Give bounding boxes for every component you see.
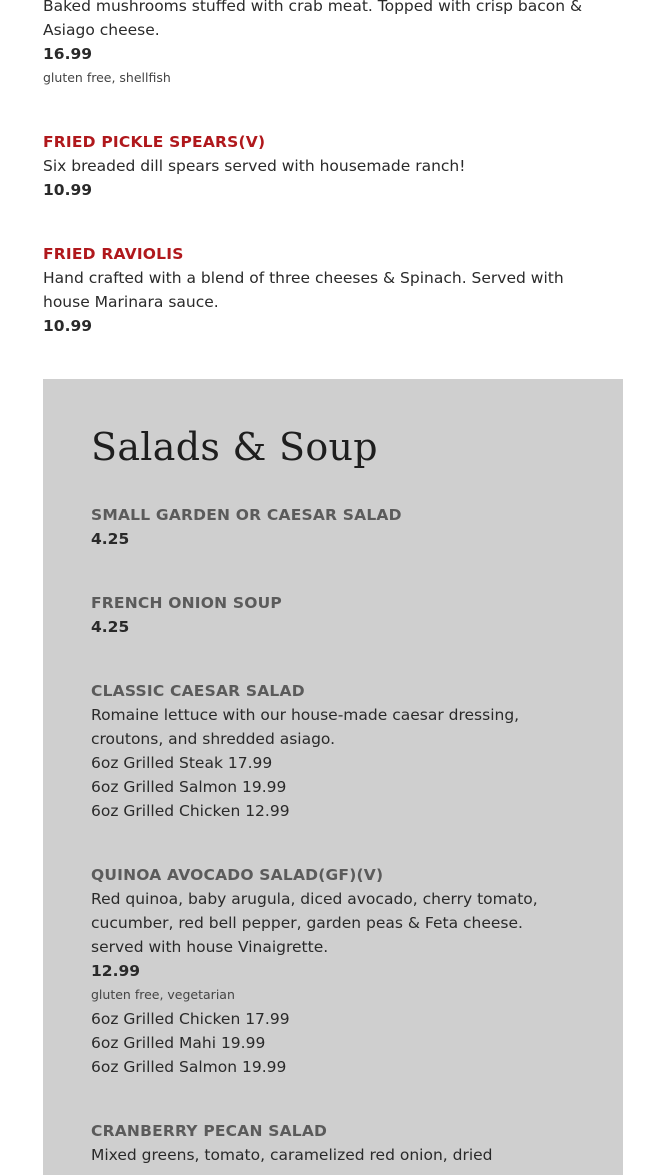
item-price: 16.99 xyxy=(43,45,93,63)
item-description: cucumber, red bell pepper, garden peas & Feta cheese. xyxy=(91,914,523,932)
item-name: FRIED RAVIOLIS xyxy=(43,245,184,263)
item-description: served with house Vinaigrette. xyxy=(91,938,329,956)
menu-item-quinoa-avocado xyxy=(91,863,561,1079)
appetizers-list xyxy=(43,0,623,378)
item-dietary-tags: gluten free, shellfish xyxy=(43,70,171,85)
menu-item-cranberry-pecan xyxy=(91,1119,561,1167)
item-name: CRANBERRY PECAN SALAD xyxy=(91,1122,328,1140)
item-price: 10.99 xyxy=(43,317,93,335)
item-description: Asiago cheese. xyxy=(43,21,160,39)
salads-soup-panel xyxy=(43,379,623,1175)
item-addon: 6oz Grilled Salmon 19.99 xyxy=(91,1058,287,1076)
item-dietary-tags: gluten free, vegetarian xyxy=(91,987,235,1002)
item-description: Romaine lettuce with our house-made caesar dressing, xyxy=(91,706,520,724)
menu-item-stuffed-mushrooms xyxy=(43,0,623,90)
item-description: house Marinara sauce. xyxy=(43,293,219,311)
item-addon: 6oz Grilled Chicken 12.99 xyxy=(91,802,290,820)
item-addon: 6oz Grilled Steak 17.99 xyxy=(91,754,273,772)
item-description: Hand crafted with a blend of three cheeses & Spinach. Served with xyxy=(43,269,564,287)
item-name: CLASSIC CAESAR SALAD xyxy=(91,682,305,700)
menu-item-fried-raviolis xyxy=(43,242,623,338)
menu-item-french-onion-soup xyxy=(91,591,561,639)
item-name: FRENCH ONION SOUP xyxy=(91,594,282,612)
item-addon: 6oz Grilled Chicken 17.99 xyxy=(91,1010,290,1028)
item-addon: 6oz Grilled Salmon 19.99 xyxy=(91,778,287,796)
item-description: croutons, and shredded asiago. xyxy=(91,730,336,748)
item-name: QUINOA AVOCADO SALAD(GF)(V) xyxy=(91,866,384,884)
item-description: Mixed greens, tomato, caramelized red onion, dried xyxy=(91,1146,493,1164)
item-addon: 6oz Grilled Mahi 19.99 xyxy=(91,1034,266,1052)
item-description: Six breaded dill spears served with housemade ranch! xyxy=(43,157,466,175)
item-price: 4.25 xyxy=(91,618,130,636)
menu-item-fried-pickle-spears xyxy=(43,130,623,202)
item-price: 12.99 xyxy=(91,962,141,980)
item-price: 4.25 xyxy=(91,530,130,548)
section-title: Salads & Soup xyxy=(91,425,378,469)
item-name: FRIED PICKLE SPEARS(V) xyxy=(43,133,266,151)
item-description: Red quinoa, baby arugula, diced avocado, cherry tomato, xyxy=(91,890,538,908)
menu-item-classic-caesar xyxy=(91,679,561,823)
salads-soup-content xyxy=(91,421,561,1175)
item-name: SMALL GARDEN OR CAESAR SALAD xyxy=(91,506,402,524)
item-price: 10.99 xyxy=(43,181,93,199)
menu-item-small-garden-caesar xyxy=(91,503,561,551)
item-description: Baked mushrooms stuffed with crab meat. Topped with crisp bacon & xyxy=(43,0,583,15)
